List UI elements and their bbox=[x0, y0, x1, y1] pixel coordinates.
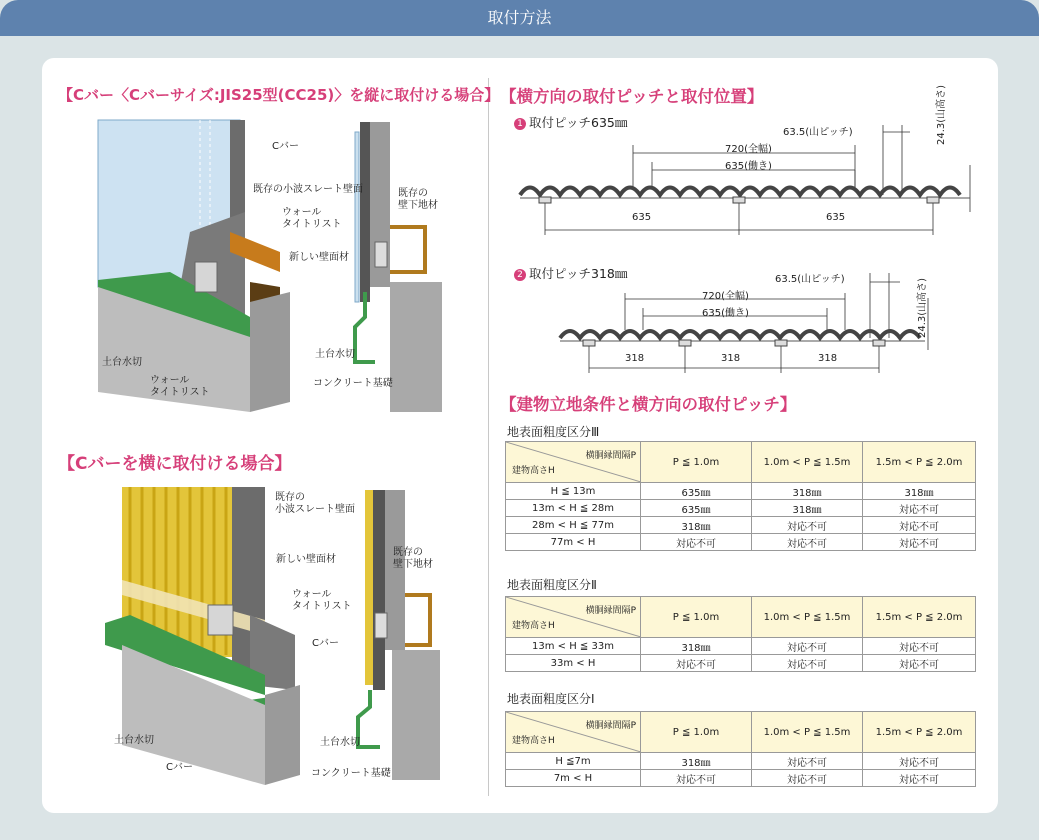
pitch2-working: 635(働き) bbox=[702, 308, 749, 319]
table3-col-1: P ≦ 1.0m bbox=[641, 712, 752, 753]
horizontal-install-illustration bbox=[100, 485, 480, 790]
table-cell: 対応不可 bbox=[752, 753, 863, 770]
label-h-cbar-right: Cバー bbox=[312, 638, 339, 649]
table-cell: 対応不可 bbox=[863, 770, 976, 787]
table-cell: 対応不可 bbox=[863, 534, 976, 551]
table-cell: 7m < H bbox=[506, 770, 641, 787]
pitch1-height: 24.3(山高さ) bbox=[936, 84, 947, 145]
table-cell: 77m < H bbox=[506, 534, 641, 551]
pitch1-mountain-pitch: 63.5(山ピッチ) bbox=[783, 127, 853, 138]
corner-top-label: 横胴縁間隔P bbox=[585, 451, 636, 461]
page-header bbox=[0, 0, 1039, 36]
label-concrete: コンクリート基礎 bbox=[313, 378, 393, 389]
table-cell: 対応不可 bbox=[641, 534, 752, 551]
table-cell: 635㎜ bbox=[641, 500, 752, 517]
table-cell: 対応不可 bbox=[863, 753, 976, 770]
pitch1-full-width: 720(全幅) bbox=[725, 144, 772, 155]
table-cell: 13m < H ≦ 28m bbox=[506, 500, 641, 517]
table3-col-3: 1.5m < P ≦ 2.0m bbox=[863, 712, 976, 753]
table1-col-1: P ≦ 1.0m bbox=[641, 442, 752, 483]
label-dosui-right: 土台水切 bbox=[315, 349, 355, 360]
label-h-existing-wall: 既存の 小波スレート壁面 bbox=[275, 492, 355, 515]
table2-caption: 地表面粗度区分Ⅱ bbox=[507, 578, 597, 592]
corner-bottom-label: 建物高さH bbox=[512, 736, 555, 746]
pitch1-label: 取付ピッチ635㎜ bbox=[529, 115, 628, 130]
corner-bottom-label: 建物高さH bbox=[512, 621, 555, 631]
label-h-new-wall: 新しい壁面材 bbox=[276, 554, 336, 565]
table-cell: 対応不可 bbox=[752, 534, 863, 551]
table-row bbox=[506, 638, 976, 655]
corner-top-label: 横胴縁間隔P bbox=[585, 721, 636, 731]
label-h-dosui-right: 土台水切 bbox=[320, 737, 360, 748]
table-row bbox=[506, 500, 976, 517]
label-wall-tie: ウォール タイトリスト bbox=[282, 207, 342, 230]
horizontal-install-title: 【Cバーを横に取付ける場合】 bbox=[58, 454, 292, 474]
table-cell: 対応不可 bbox=[641, 655, 752, 672]
label-h-wall-tie: ウォール タイトリスト bbox=[292, 589, 352, 612]
table3-header-row bbox=[506, 712, 976, 753]
column-divider bbox=[488, 78, 489, 796]
table1-corner-cell bbox=[506, 442, 641, 483]
pitch-section-title: 【横方向の取付ピッチと取付位置】 bbox=[500, 87, 764, 106]
corner-bottom-label: 建物高さH bbox=[512, 466, 555, 476]
table-cell: 対応不可 bbox=[752, 770, 863, 787]
label-h-dosui-left: 土台水切 bbox=[114, 735, 154, 746]
pitch2-mountain-pitch: 63.5(山ピッチ) bbox=[775, 274, 845, 285]
table-cell: 対応不可 bbox=[641, 770, 752, 787]
table-cell: 対応不可 bbox=[863, 638, 976, 655]
corner-top-label: 横胴縁間隔P bbox=[585, 606, 636, 616]
table-cell: 318㎜ bbox=[641, 638, 752, 655]
table3-caption: 地表面粗度区分Ⅰ bbox=[507, 692, 595, 706]
table2-col-2: 1.0m < P ≦ 1.5m bbox=[752, 597, 863, 638]
pitch2-full-width: 720(全幅) bbox=[702, 291, 749, 302]
table-cell: 318㎜ bbox=[641, 517, 752, 534]
label-new-wall: 新しい壁面材 bbox=[289, 252, 349, 263]
conditions-section-title: 【建物立地条件と横方向の取付ピッチ】 bbox=[500, 395, 797, 414]
page-title: 取付方法 bbox=[487, 8, 552, 27]
table-cell: 318㎜ bbox=[752, 483, 863, 500]
table-row bbox=[506, 655, 976, 672]
label-wall-tie-left: ウォール タイトリスト bbox=[150, 375, 210, 398]
table1-caption: 地表面粗度区分Ⅲ bbox=[507, 425, 600, 439]
table-row bbox=[506, 753, 976, 770]
table-cell: 対応不可 bbox=[752, 517, 863, 534]
table-row bbox=[506, 517, 976, 534]
table-cell: 対応不可 bbox=[752, 655, 863, 672]
label-cbar: Cバー bbox=[272, 141, 299, 152]
pitch1-diagram bbox=[515, 120, 985, 240]
pitch2-span-1: 318 bbox=[625, 353, 645, 364]
vertical-install-title: 【Cバー〈Cバーサイズ:JIS25型(CC25)〉を縦に取付ける場合】 bbox=[58, 86, 500, 104]
pitch1-working: 635(働き) bbox=[725, 161, 772, 172]
table3-col-2: 1.0m < P ≦ 1.5m bbox=[752, 712, 863, 753]
pitch2-number: 2 bbox=[514, 269, 526, 281]
table2 bbox=[505, 596, 976, 672]
table-cell: 対応不可 bbox=[863, 517, 976, 534]
table-cell: 33m < H bbox=[506, 655, 641, 672]
pitch1-span-1: 635 bbox=[632, 212, 652, 223]
pitch2-span-2: 318 bbox=[721, 353, 741, 364]
table1-header-row bbox=[506, 442, 976, 483]
table-row bbox=[506, 483, 976, 500]
label-existing-base: 既存の 壁下地材 bbox=[398, 188, 438, 211]
table1 bbox=[505, 441, 976, 551]
pitch2-label: 取付ピッチ318㎜ bbox=[529, 266, 628, 281]
table-cell: H ≦7m bbox=[506, 753, 641, 770]
table-row bbox=[506, 534, 976, 551]
table-row bbox=[506, 770, 976, 787]
label-existing-wall: 既存の小波スレート壁面 bbox=[253, 184, 363, 195]
pitch2-diagram bbox=[555, 268, 935, 378]
vertical-install-illustration bbox=[90, 112, 480, 422]
table1-col-2: 1.0m < P ≦ 1.5m bbox=[752, 442, 863, 483]
table2-col-1: P ≦ 1.0m bbox=[641, 597, 752, 638]
table2-corner-cell bbox=[506, 597, 641, 638]
pitch2-height: 24.3(山高さ) bbox=[917, 277, 928, 338]
label-dosui-left: 土台水切 bbox=[102, 357, 142, 368]
table3-corner-cell bbox=[506, 712, 641, 753]
label-h-existing-base: 既存の 壁下地材 bbox=[393, 547, 433, 570]
label-h-cbar-left: Cバー bbox=[166, 762, 193, 773]
table2-header-row bbox=[506, 597, 976, 638]
table2-col-3: 1.5m < P ≦ 2.0m bbox=[863, 597, 976, 638]
label-h-concrete: コンクリート基礎 bbox=[311, 768, 391, 779]
table3 bbox=[505, 711, 976, 787]
table-cell: 635㎜ bbox=[641, 483, 752, 500]
table-cell: 28m < H ≦ 77m bbox=[506, 517, 641, 534]
pitch1-span-2: 635 bbox=[826, 212, 846, 223]
table-cell: 13m < H ≦ 33m bbox=[506, 638, 641, 655]
table-cell: 318㎜ bbox=[641, 753, 752, 770]
table-cell: 対応不可 bbox=[752, 638, 863, 655]
table-cell: 318㎜ bbox=[752, 500, 863, 517]
table1-col-3: 1.5m < P ≦ 2.0m bbox=[863, 442, 976, 483]
table-cell: 対応不可 bbox=[863, 500, 976, 517]
pitch1-number: 1 bbox=[514, 118, 526, 130]
table-cell: 318㎜ bbox=[863, 483, 976, 500]
pitch2-span-3: 318 bbox=[818, 353, 838, 364]
table-cell: 対応不可 bbox=[863, 655, 976, 672]
table-cell: H ≦ 13m bbox=[506, 483, 641, 500]
